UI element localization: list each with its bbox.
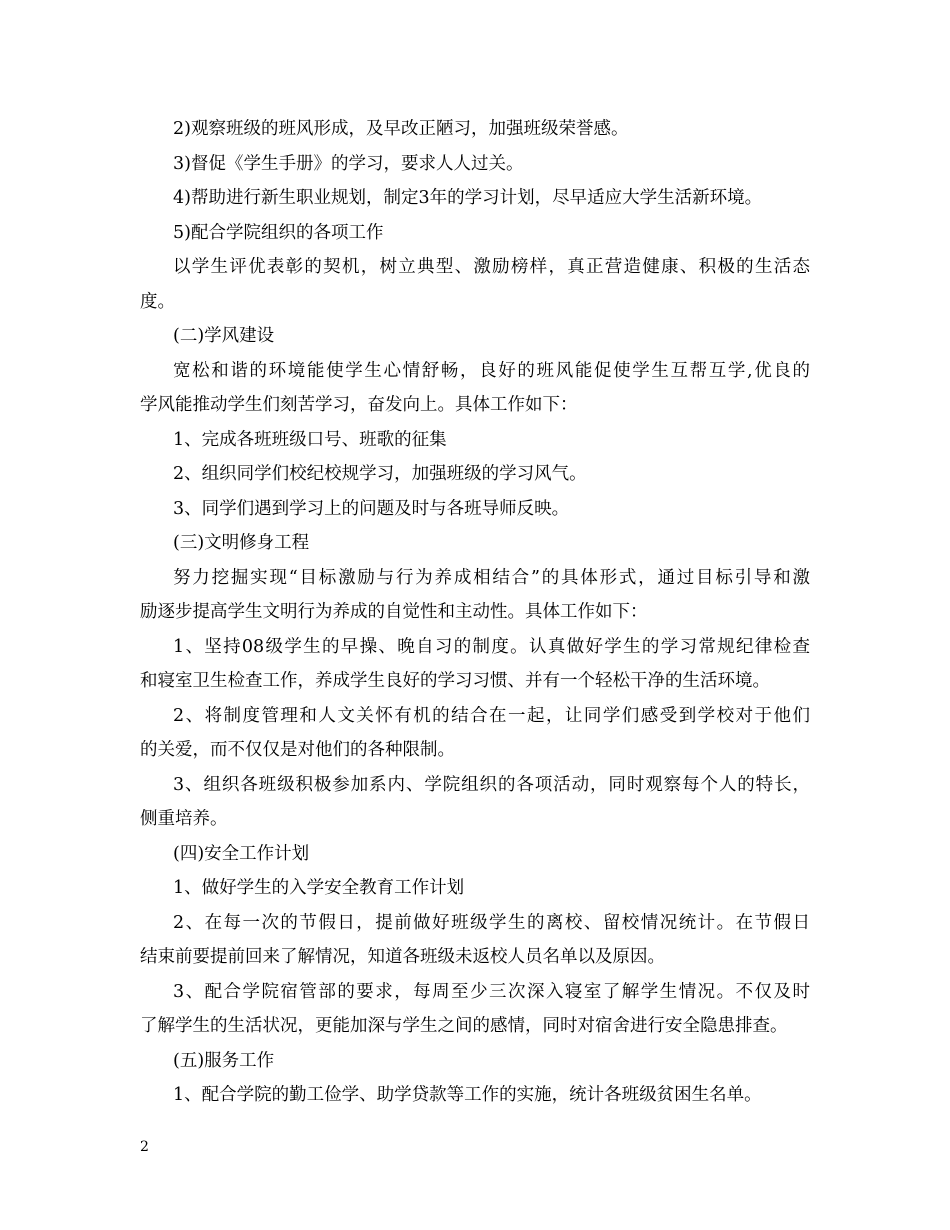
- text-line: 侧重培养。: [140, 809, 228, 829]
- text-line: 5)配合学院组织的各项工作: [173, 222, 384, 243]
- page-number: 2: [140, 1139, 149, 1155]
- text-line: 努力挖掘实现“目标激励与行为养成相结合”的具体形式，通过目标引导和激: [173, 567, 810, 588]
- text-line: 3、同学们遇到学习上的问题及时与各班导师反映。: [173, 498, 570, 519]
- text-line: 2)观察班级的班风形成，及早改正陋习，加强班级荣誉感。: [173, 119, 629, 139]
- text-line: 学风能推动学生们刻苦学习，奋发向上。具体工作如下：: [140, 395, 578, 415]
- text-line: 1、配合学院的勤工俭学、助学贷款等工作的实施，统计各班级贫困生名单。: [173, 1085, 762, 1105]
- text-line: 结束前要提前回来了解情况，知道各班级未返校人员名单以及原因。: [140, 947, 665, 967]
- text-line: 3、组织各班级积极参加系内、学院组织的各项活动，同时观察每个人的特长，: [173, 774, 810, 795]
- text-line: 1、做好学生的入学安全教育工作计划: [173, 878, 465, 898]
- text-line: (五)服务工作: [173, 1050, 275, 1071]
- text-line: 的关爱，而不仅仅是对他们的各种限制。: [140, 740, 455, 760]
- text-line: 度。: [140, 291, 175, 312]
- text-line: (四)安全工作计划: [173, 843, 310, 864]
- text-line: 励逐步提高学生文明行为养成的自觉性和主动性。具体工作如下：: [140, 602, 648, 622]
- text-line: 2、将制度管理和人文关怀有机的结合在一起，让同学们感受到学校对于他们: [173, 705, 810, 726]
- text-line: (三)文明修身工程: [173, 533, 310, 553]
- text-line: 2、组织同学们校纪校规学习，加强班级的学习风气。: [173, 464, 587, 484]
- text-line: 和寝室卫生检查工作，养成学生良好的学习习惯、并有一个轻松干净的生活环境。: [140, 671, 770, 691]
- text-line: 3、配合学院宿管部的要求，每周至少三次深入寝室了解学生情况。不仅及时: [173, 981, 810, 1002]
- text-line: (二)学风建设: [173, 326, 275, 346]
- text-line: 宽松和谐的环境能使学生心情舒畅，良好的班风能促使学生互帮互学,优良的: [173, 360, 810, 381]
- document-body: [140, 112, 810, 1113]
- text-line: 2、在每一次的节假日，提前做好班级学生的离校、留校情况统计。在节假日: [173, 912, 810, 933]
- text-line: 了解学生的生活状况，更能加深与学生之间的感情，同时对宿舍进行安全隐患排查。: [140, 1016, 788, 1036]
- text-line: 1、完成各班班级口号、班歌的征集: [173, 429, 447, 450]
- text-line: 3)督促《学生手册》的学习，要求人人过关。: [173, 153, 524, 174]
- text-line: 4)帮助进行新生职业规划，制定3年的学习计划，尽早适应大学生活新环境。: [173, 188, 763, 208]
- text-line: 1、坚持08级学生的早操、晚自习的制度。认真做好学生的学习常规纪律检查: [173, 636, 810, 657]
- text-line: 以学生评优表彰的契机，树立典型、激励榜样，真正营造健康、积极的生活态: [173, 257, 810, 277]
